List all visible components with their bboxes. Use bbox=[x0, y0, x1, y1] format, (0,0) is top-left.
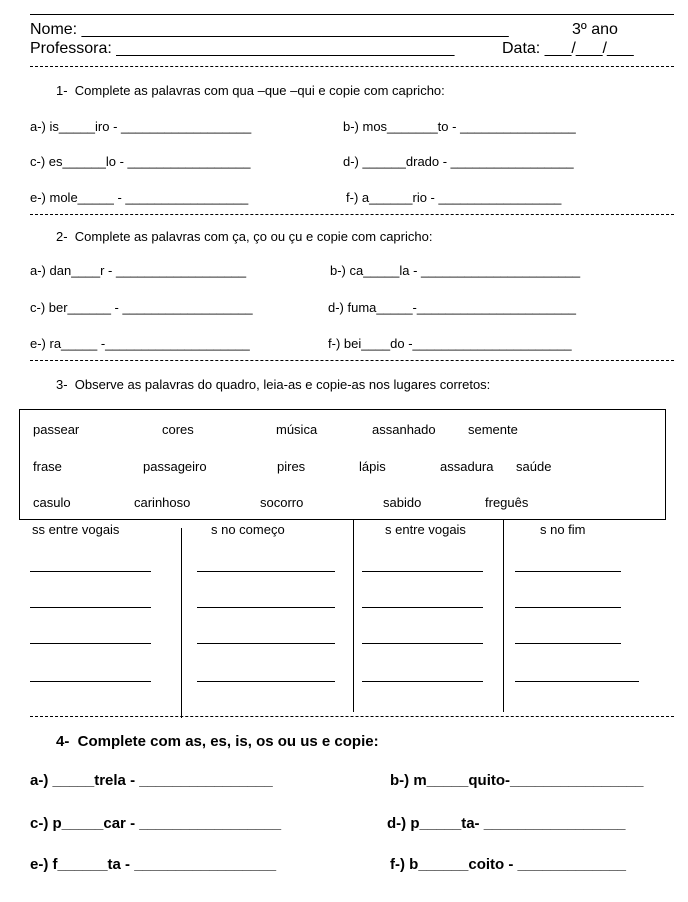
word: cores bbox=[162, 422, 194, 437]
word: frase bbox=[33, 459, 62, 474]
word: casulo bbox=[33, 495, 71, 510]
column-header: s no fim bbox=[540, 522, 586, 537]
divider bbox=[30, 716, 674, 717]
answer-line[interactable] bbox=[515, 607, 621, 608]
answer-line[interactable] bbox=[362, 643, 483, 644]
exercise-item[interactable]: d-) ______drado - _________________ bbox=[343, 154, 574, 169]
column-header: ss entre vogais bbox=[32, 522, 120, 537]
name-field[interactable]: Nome: ________________________________________________ bbox=[30, 21, 509, 38]
exercise-item[interactable]: d-) p_____ta- _________________ bbox=[387, 815, 626, 832]
exercise-item[interactable]: e-) ra_____ -____________________ bbox=[30, 336, 250, 351]
section1-title: 1- Complete as palavras com qua –que –qui e copie com capricho: bbox=[56, 83, 445, 98]
answer-line[interactable] bbox=[362, 607, 483, 608]
answer-line[interactable] bbox=[362, 571, 483, 572]
exercise-item[interactable]: f-) b______coito - _____________ bbox=[390, 856, 626, 873]
word: passageiro bbox=[143, 459, 207, 474]
exercise-item[interactable]: b-) ca_____la - ______________________ bbox=[330, 263, 581, 278]
word: freguês bbox=[485, 495, 529, 510]
answer-line[interactable] bbox=[197, 571, 335, 572]
divider bbox=[30, 360, 674, 361]
exercise-item[interactable]: e-) mole_____ - _________________ bbox=[30, 190, 249, 205]
column-divider bbox=[503, 519, 504, 712]
date-field[interactable]: Data: ___/___/___ bbox=[502, 40, 634, 57]
teacher-field[interactable]: Professora: ______________________________________ bbox=[30, 40, 455, 57]
column-header: s no começo bbox=[211, 522, 285, 537]
divider bbox=[30, 214, 674, 215]
exercise-item[interactable]: c-) ber______ - __________________ bbox=[30, 300, 253, 315]
answer-line[interactable] bbox=[30, 681, 151, 682]
word: pires bbox=[277, 459, 306, 474]
word: passear bbox=[33, 422, 80, 437]
column-header: s entre vogais bbox=[385, 522, 466, 537]
exercise-item[interactable]: b-) mos_______to - ________________ bbox=[343, 119, 576, 134]
word-box bbox=[19, 409, 666, 520]
word: sabido bbox=[383, 495, 422, 510]
answer-line[interactable] bbox=[30, 643, 151, 644]
word: socorro bbox=[260, 495, 304, 510]
answer-line[interactable] bbox=[515, 643, 621, 644]
exercise-item[interactable]: c-) p_____car - _________________ bbox=[30, 815, 282, 832]
grade-label: 3º ano bbox=[572, 21, 618, 38]
answer-line[interactable] bbox=[362, 681, 483, 682]
word: saúde bbox=[516, 459, 552, 474]
exercise-item[interactable]: d-) fuma_____-______________________ bbox=[328, 300, 576, 315]
exercise-item[interactable]: a-) is_____iro - __________________ bbox=[30, 119, 252, 134]
exercise-item[interactable]: e-) f______ta - _________________ bbox=[30, 856, 277, 873]
exercise-item[interactable]: f-) a______rio - _________________ bbox=[346, 190, 562, 205]
answer-line[interactable] bbox=[197, 681, 335, 682]
section2-title: 2- Complete as palavras com ça, ço ou çu e copie com capricho: bbox=[56, 229, 433, 244]
answer-line[interactable] bbox=[30, 607, 151, 608]
word: assanhado bbox=[372, 422, 436, 437]
column-divider bbox=[353, 519, 354, 712]
exercise-item[interactable]: b-) m_____quito-________________ bbox=[390, 772, 644, 789]
answer-line[interactable] bbox=[197, 607, 335, 608]
exercise-item[interactable]: a-) _____trela - ________________ bbox=[30, 772, 273, 789]
section4-title: 4- Complete com as, es, is, os ou us e copie: bbox=[56, 733, 379, 750]
word: assadura bbox=[440, 459, 494, 474]
answer-line[interactable] bbox=[515, 681, 639, 682]
divider bbox=[30, 66, 674, 67]
section3-title: 3- Observe as palavras do quadro, leia-as e copie-as nos lugares corretos: bbox=[56, 377, 491, 392]
word: lápis bbox=[359, 459, 386, 474]
exercise-item[interactable]: f-) bei____do -______________________ bbox=[328, 336, 572, 351]
top-rule bbox=[30, 14, 674, 15]
exercise-item[interactable]: a-) dan____r - __________________ bbox=[30, 263, 247, 278]
answer-line[interactable] bbox=[30, 571, 151, 572]
answer-line[interactable] bbox=[515, 571, 621, 572]
exercise-item[interactable]: c-) es______lo - _________________ bbox=[30, 154, 251, 169]
answer-line[interactable] bbox=[197, 643, 335, 644]
word: carinhoso bbox=[134, 495, 191, 510]
column-divider bbox=[181, 528, 182, 718]
word: música bbox=[276, 422, 318, 437]
word: semente bbox=[468, 422, 518, 437]
